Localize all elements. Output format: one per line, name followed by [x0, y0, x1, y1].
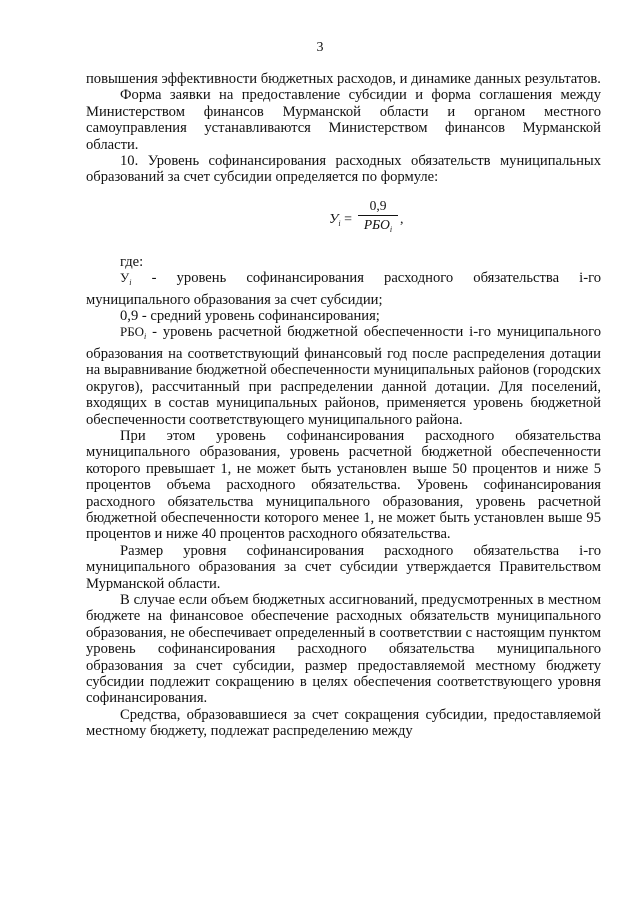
- paragraph-reduction: В случае если объем бюджетных ассигнований, предусмотренных в местном бюджете на финансовое обеспечение расходных обязательств муниципального образования, не обеспечивает определенный в соответствии с настоящим пунктом уровень софинансирования расходного обязательства муниципального образования за счет субсидии, размер предоставляемой местному бюджету субсидии подлежит сокращению в целях обеспечения соответствующего уровня софинансирования.: [86, 591, 601, 707]
- definition-u: $У_i$ - уровень софинансирования расходного обязательства i-го муниципального образования за счет субсидии;: [86, 270, 602, 308]
- paragraph-application-form: Форма заявки на предоставление субсидии и форма соглашения между Министерством финансов Мурманской области и органом местного самоуправления устанавливаются Министерством финансов Мурманской области.: [86, 87, 601, 153]
- symbol-u: $У_i$: [120, 270, 132, 288]
- definition-09: 0,9 - средний уровень софинансирования;: [120, 308, 380, 325]
- formula: [86, 186, 601, 254]
- paragraph-continuation: повышения эффективности бюджетных расходов, и динамике данных результатов.: [86, 71, 601, 87]
- document-body: [86, 71, 601, 740]
- paragraph-item-10: 10. Уровень софинансирования расходных обязательств муниципальных образований за счет субсидии определяется по формуле:: [86, 153, 601, 186]
- formula-fraction: [358, 198, 398, 237]
- formula-numerator: 0,9: [369, 197, 387, 213]
- formula-comma: ,: [400, 211, 404, 227]
- page-number: 3: [316, 40, 324, 55]
- definition-rbo-text: уровень расчетной бюджетной обеспеченности i-го муниципального образования на соответствующий финансовый год после распределения дотации на выравнивание бюджетной обеспеченности муниципальных районов (городских округов), рассчитанный при распределении данной дотации. Для поселений, входящих в состав муниципальных районов, применяется уровень бюджетной обеспеченности соответствующего муниципального района.: [86, 324, 601, 428]
- paragraph-funds: Средства, образовавшиеся за счет сокращения субсидии, предоставляемой местному бюджету, подлежат распределению между: [86, 706, 601, 740]
- formula-denominator: $РБО_i$: [363, 216, 393, 234]
- paragraph-limits: При этом уровень софинансирования расходного обязательства муниципального образования, уровень расчетной бюджетной обеспеченности которого превышает 1, не может быть установлен выше 50 процентов и ниже 5 процентов объема расходного обязательства. Уровень софинансирования расходного обязательства муниципального образования, уровень расчетной бюджетной обеспеченности которого менее 1, не может быть установлен выше 95 процентов и ниже 40 процентов расходного обязательства.: [86, 427, 601, 543]
- definition-rbo: $РБО_i$ - уровень расчетной бюджетной обеспеченности i-го муниципального образования на соответствующий финансовый год после распределения дотации на выравнивание бюджетной обеспеченности муниципальных районов (городских округов), рассчитанный при распределении данной дотации. Для поселений, входящих в состав муниципальных районов, применяется уровень бюджетной обеспеченности соответствующего муниципального района.: [86, 324, 601, 428]
- symbol-rbo: $РБО_i$: [120, 324, 147, 342]
- paragraph-approval: Размер уровня софинансирования расходного обязательства i-го муниципального образования за счет субсидии утверждается Правительством Мурманской области.: [86, 542, 601, 592]
- fraction-bar: [358, 215, 398, 216]
- definition-u-text: уровень софинансирования расходного обязательства i-го муниципального образования за счет субсидии;: [86, 270, 602, 308]
- formula-lhs: $У_i$ =: [329, 211, 353, 228]
- where-label: где:: [120, 253, 144, 270]
